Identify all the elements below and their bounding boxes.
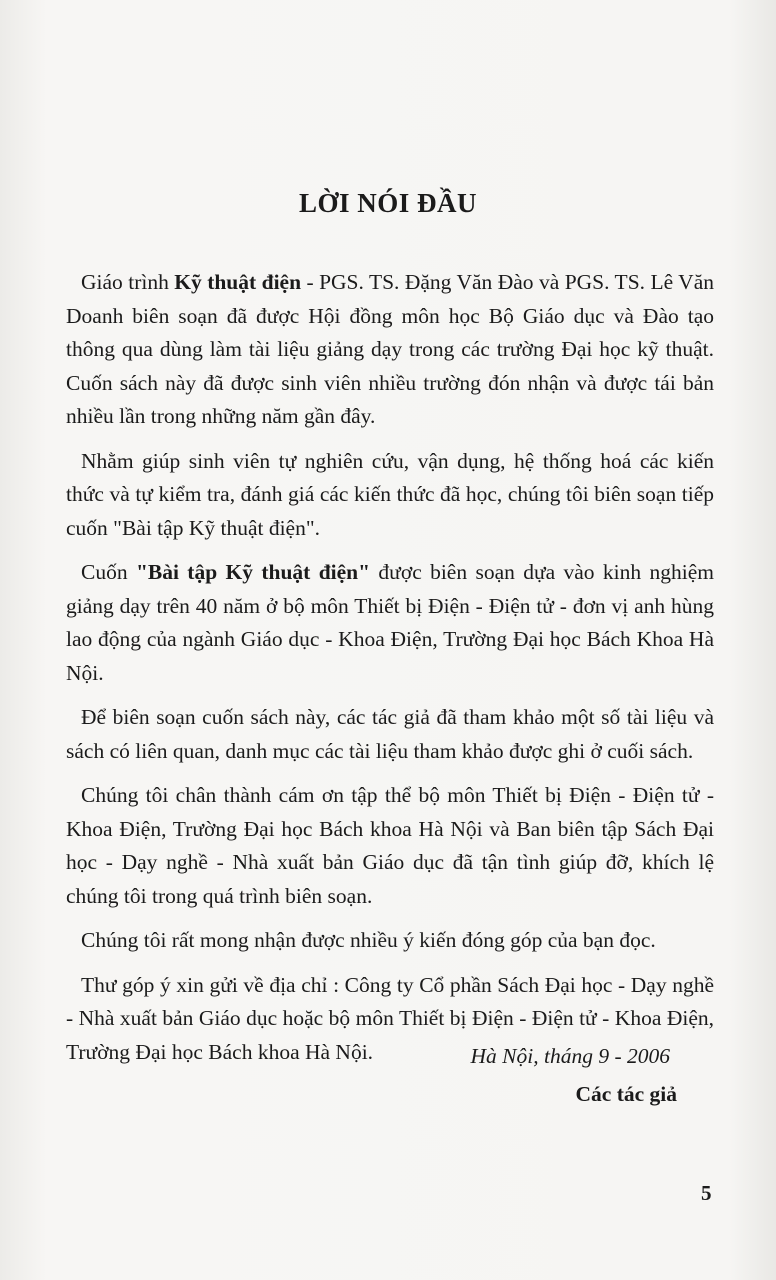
paragraph-6	[66, 924, 714, 958]
text-run: - PGS. TS. Đặng Văn Đào và PGS. TS. Lê Văn Doanh biên soạn đã được Hội đồng môn học Bộ Giáo dục và Đào tạo thông qua dùng làm tài liệu giảng dạy trong các trường Đại học kỹ thuật. Cuốn sách này đã được sinh viên nhiều trường đón nhận và được tái bản nhiều lần trong những năm gần đây.	[66, 270, 715, 428]
text-run: được biên soạn dựa vào kinh nghiệm giảng dạy trên 40 năm ở bộ môn Thiết bị Điện - Điện tử - đơn vị anh hùng lao động của ngành Giáo dục - Khoa Điện, Trường Đại học Bách Khoa Hà Nội.	[66, 560, 714, 685]
text-run: Thư góp ý xin gửi về địa chỉ : Công ty Cổ phần Sách Đại học - Dạy nghề - Nhà xuất bản Giáo dục hoặc bộ môn Thiết bị Điện - Điện tử - Khoa Điện, Trường Đại học Bách khoa Hà Nội.	[66, 972, 714, 1064]
text-run: Để biên soạn cuốn sách này, các tác giả đã tham khảo một số tài liệu và sách có liên quan, danh mục các tài liệu tham khảo được ghi ở cuối sách.	[66, 705, 714, 763]
signoff	[270, 1037, 677, 1113]
preface-body	[66, 266, 714, 1080]
paragraph-4	[66, 701, 714, 768]
page-number: 5	[701, 1181, 712, 1205]
paragraph-3	[66, 556, 714, 690]
text-run: Chúng tôi chân thành cám ơn tập thể bộ môn Thiết bị Điện - Điện tử - Khoa Điện, Trường Đại học Bách khoa Hà Nội và Ban biên tập Sách Đại học - Dạy nghề - Nhà xuất bản Giáo dục đã tận tình giúp đỡ, khích lệ chúng tôi trong quá trình biên soạn.	[66, 783, 714, 908]
text-run-bold: "Bài tập Kỹ thuật điện"	[135, 560, 371, 584]
text-run: Nhằm giúp sinh viên tự nghiên cứu, vận dụng, hệ thống hoá các kiến thức và tự kiểm tra, đánh giá các kiến thức đã học, chúng tôi biên soạn tiếp cuốn "Bài tập Kỹ thuật điện".	[66, 448, 714, 540]
paragraph-5	[66, 779, 714, 913]
text-run: Chúng tôi rất mong nhận được nhiều ý kiến đóng góp của bạn đọc.	[81, 928, 656, 952]
text-run: Cuốn	[81, 560, 136, 584]
text-run: Giáo trình	[81, 270, 175, 294]
paragraph-2	[66, 445, 714, 546]
text-run-bold: Kỹ thuật điện	[174, 270, 302, 294]
paragraph-1	[66, 266, 714, 434]
place-date: Hà Nội, tháng 9 - 2006	[470, 1044, 670, 1068]
page-title: LỜI NÓI ĐẦU	[298, 188, 478, 218]
authors: Các tác giả	[575, 1082, 677, 1106]
